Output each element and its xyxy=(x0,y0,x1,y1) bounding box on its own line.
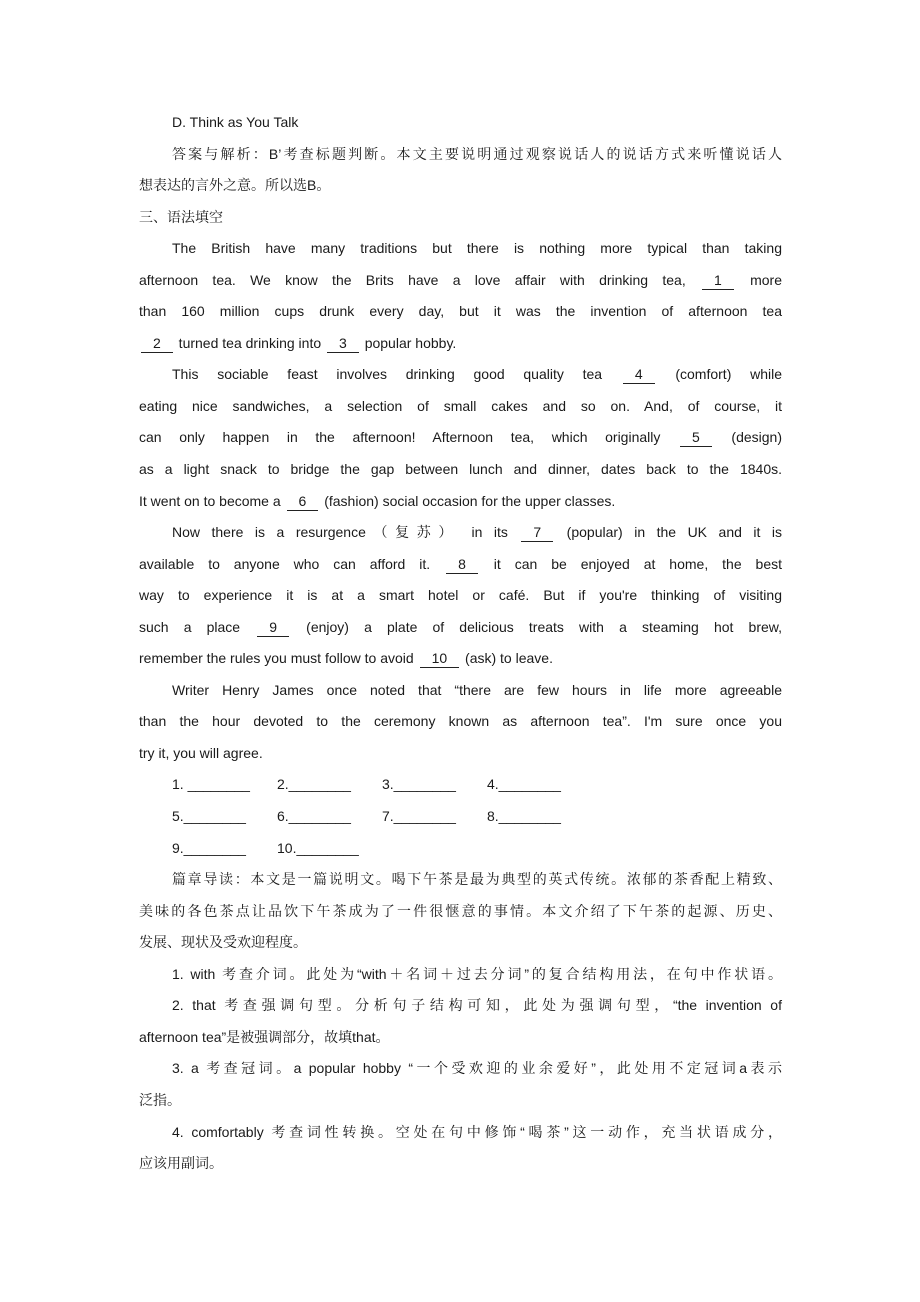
text-line xyxy=(139,833,782,865)
text-segment: (design) xyxy=(713,429,783,446)
text-segment: available to anyone who can afford it. xyxy=(139,555,445,572)
text-segment: more xyxy=(735,271,782,288)
text-segment: 1. with 考查介词。此处为“with＋名词＋过去分词”的复合结构用法，在句中作状语。 xyxy=(172,965,782,982)
text-line xyxy=(139,927,782,959)
answer-slot: 2.________ xyxy=(277,776,351,793)
fill-in-blank: 7 xyxy=(521,523,553,542)
text-line xyxy=(139,1022,782,1054)
text-segment: remember the rules you must follow to avoid xyxy=(139,650,418,667)
text-line xyxy=(139,202,782,234)
text-segment: (comfort) while xyxy=(656,366,783,383)
text-segment: (enjoy) a plate of delicious treats with a steaming hot brew, xyxy=(291,618,782,635)
text-line xyxy=(139,580,782,612)
text-segment: D. Think as You Talk xyxy=(172,114,299,130)
text-line xyxy=(139,107,782,139)
text-line xyxy=(139,896,782,928)
text-segment: turned tea drinking into xyxy=(174,334,326,351)
text-segment: It went on to become a xyxy=(139,492,285,509)
text-segment: afternoon tea”是被强调部分，故填that。 xyxy=(139,1028,390,1045)
text-segment: afternoon tea. We know the Brits have a love affair with drinking tea, xyxy=(139,271,701,288)
text-segment: 发展、现状及受欢迎程度。 xyxy=(139,934,307,951)
answer-slot: 3.________ xyxy=(382,776,456,793)
text-segment: popular hobby. xyxy=(360,334,457,351)
text-segment: 答案与解析：B’考查标题判断。本文主要说明通过观察说话人的说话方式来听懂说话人 xyxy=(172,145,782,162)
text-line xyxy=(139,643,782,675)
text-segment: This sociable feast involves drinking good quality tea xyxy=(172,366,621,383)
text-line xyxy=(139,422,782,454)
text-line xyxy=(139,233,782,265)
fill-in-blank: 4 xyxy=(623,365,655,384)
document-page xyxy=(139,107,782,1180)
text-segment: (popular) in the UK and it is xyxy=(555,524,783,541)
text-line xyxy=(139,675,782,707)
text-segment: way to experience it is at a smart hotel or café. But if you're thinking of visiting xyxy=(139,587,782,604)
text-segment: (fashion) social occasion for the upper classes. xyxy=(320,492,616,509)
text-line xyxy=(139,296,782,328)
text-segment: 篇章导读：本文是一篇说明文。喝下午茶是最为典型的英式传统。浓郁的茶香配上精致、 xyxy=(172,871,782,888)
text-line xyxy=(139,1117,782,1149)
answer-slot: 8.________ xyxy=(487,808,561,825)
fill-in-blank: 1 xyxy=(702,271,734,290)
fill-in-blank: 8 xyxy=(446,555,478,574)
text-segment: try it, you will agree. xyxy=(139,744,263,761)
answer-slot: 10.________ xyxy=(277,839,359,856)
text-segment: eating nice sandwiches, a selection of small cakes and so on. And, of course, it xyxy=(139,397,782,414)
text-segment: 想表达的言外之意。所以选B。 xyxy=(139,177,331,194)
text-line xyxy=(139,265,782,297)
text-segment: Now there is a resurgence（复苏） in its xyxy=(172,524,520,541)
text-line xyxy=(139,1148,782,1180)
answer-slot: 6.________ xyxy=(277,808,351,825)
text-segment: 4. comfortably 考查词性转换。空处在句中修饰“喝茶”这一动作，充当状语成分， xyxy=(172,1123,782,1140)
text-segment: (ask) to leave. xyxy=(461,650,553,667)
answer-slot: 7.________ xyxy=(382,808,456,825)
text-segment: 2. that 考查强调句型。分析句子结构可知，此处为强调句型，“the invention of xyxy=(172,997,782,1014)
fill-in-blank: 10 xyxy=(420,649,460,668)
text-segment: Writer Henry James once noted that “there are few hours in life more agreeable xyxy=(172,681,782,698)
answer-slot: 1. ________ xyxy=(172,776,250,793)
text-line xyxy=(139,486,782,518)
text-line xyxy=(139,612,782,644)
text-segment: than the hour devoted to the ceremony known as afternoon tea”. I'm sure once you xyxy=(139,713,782,730)
text-segment: can only happen in the afternoon! Afternoon tea, which originally xyxy=(139,429,678,446)
text-segment: The British have many traditions but there is nothing more typical than taking xyxy=(172,240,782,257)
text-line xyxy=(139,990,782,1022)
text-line xyxy=(139,1085,782,1117)
text-line xyxy=(139,801,782,833)
fill-in-blank: 6 xyxy=(287,492,319,511)
text-line xyxy=(139,706,782,738)
answer-slot: 5.________ xyxy=(172,808,246,825)
fill-in-blank: 2 xyxy=(141,334,173,353)
text-line xyxy=(139,170,782,202)
text-line xyxy=(139,959,782,991)
text-line xyxy=(139,864,782,896)
text-segment: than 160 million cups drunk every day, but it was the invention of afternoon tea xyxy=(139,303,782,320)
text-line xyxy=(139,328,782,360)
fill-in-blank: 5 xyxy=(680,428,712,447)
text-line xyxy=(139,139,782,171)
text-line xyxy=(139,549,782,581)
text-segment: such a place xyxy=(139,618,256,635)
text-segment: 3. a 考查冠词。a popular hobby “一个受欢迎的业余爱好”，此处用不定冠词a表示 xyxy=(172,1060,782,1077)
text-line xyxy=(139,517,782,549)
text-line xyxy=(139,454,782,486)
text-segment: as a light snack to bridge the gap between lunch and dinner, dates back to the 1840s. xyxy=(139,461,782,478)
text-line xyxy=(139,769,782,801)
text-segment: it can be enjoyed at home, the best xyxy=(479,555,783,572)
fill-in-blank: 9 xyxy=(257,618,289,637)
answer-slot: 4.________ xyxy=(487,776,561,793)
text-line xyxy=(139,391,782,423)
text-line xyxy=(139,359,782,391)
text-segment: 三、语法填空 xyxy=(139,208,223,225)
fill-in-blank: 3 xyxy=(327,334,359,353)
text-segment: 应该用副词。 xyxy=(139,1155,223,1172)
text-line xyxy=(139,738,782,770)
text-segment: 泛指。 xyxy=(139,1091,181,1108)
text-segment: 美味的各色茶点让品饮下午茶成为了一件很惬意的事情。本文介绍了下午茶的起源、历史、 xyxy=(139,902,782,919)
text-line xyxy=(139,1053,782,1085)
answer-slot: 9.________ xyxy=(172,839,246,856)
